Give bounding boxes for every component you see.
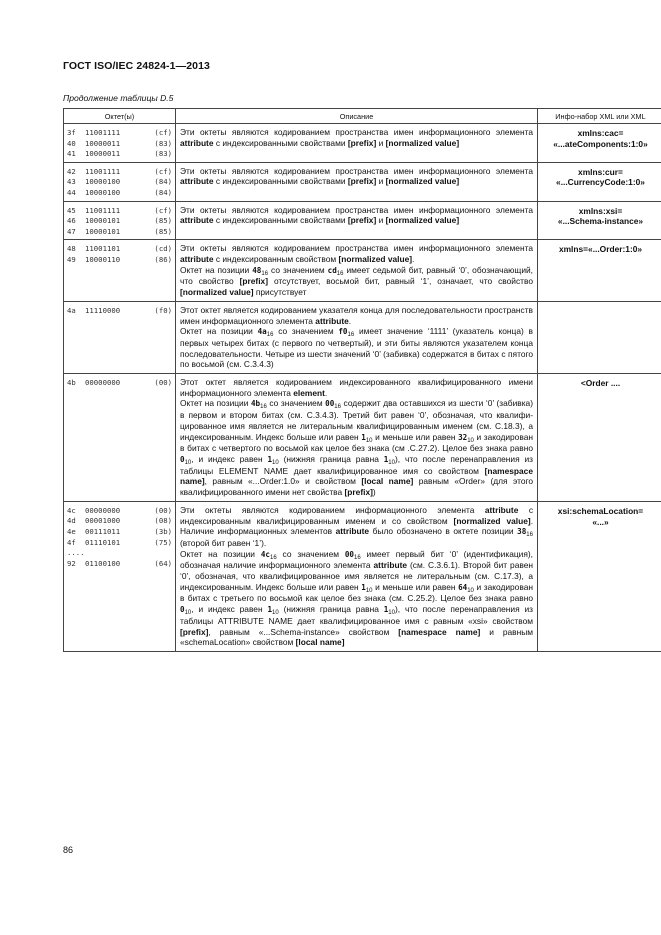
description-cell	[176, 501, 538, 651]
description-text: .	[324, 387, 328, 398]
description-text: , и индекс равен	[191, 604, 268, 615]
octet-line	[67, 227, 172, 238]
description-text: [normalized value]	[385, 215, 460, 226]
xml-line: xsi:schemaLocation=	[557, 505, 644, 516]
description-text: присутствует	[253, 287, 307, 298]
xml-line: «...Schema-instance»	[557, 216, 644, 227]
description-text: 16	[270, 554, 277, 561]
table-body	[64, 124, 661, 652]
octet-hex-value: (3b)	[154, 527, 172, 536]
octet-bits: 01110101	[85, 537, 121, 547]
octet-bits: 11001101	[85, 244, 121, 254]
description-text: 38	[517, 527, 527, 537]
description-text: cd	[327, 265, 337, 275]
description-text: 16	[354, 554, 361, 561]
description-text: [prefix]	[347, 215, 377, 226]
octet-bits: 10000100	[85, 187, 121, 197]
octet-bits: 11001111	[85, 166, 121, 176]
description-text: (второй бит равен ‘1’).	[180, 537, 267, 548]
description-cell	[176, 124, 538, 163]
description-text: attribute	[180, 176, 214, 187]
description-text: 10	[365, 587, 373, 594]
octet-position: 4a	[67, 305, 76, 315]
octet-position: 40	[67, 138, 76, 148]
description-text: Эти октеты являются кодированием информационного элемента	[180, 504, 485, 515]
description-text: 16	[261, 270, 269, 277]
description-text: Этот октет является кодированием указателя конца для последовательности пространств имен информационного элемента	[180, 304, 533, 326]
description-text: со значением	[268, 264, 328, 275]
octet-hex-value: (00)	[154, 378, 172, 388]
description-text: и	[376, 215, 386, 226]
description-text: с индексированными свойствами	[213, 215, 348, 226]
description-text: с индексированным квалифицированным именем и со свойством	[180, 504, 534, 526]
description-text: со значением	[266, 398, 326, 409]
column-header-description: Описание	[176, 109, 538, 124]
octet-position: 46	[67, 216, 76, 226]
xml-line: <Order ....	[580, 378, 621, 389]
octet-bits: 10000110	[85, 254, 121, 264]
description-text: 16	[260, 404, 267, 411]
octet-hex-value: (84)	[154, 177, 172, 187]
octet-position: 48	[67, 244, 76, 254]
octet-line	[67, 139, 172, 150]
octet-bits: 10000100	[85, 177, 121, 187]
description-text: 10	[388, 460, 395, 466]
description-text: , равным «...Schema-instance» свойством	[208, 626, 399, 637]
octets-cell	[64, 501, 176, 651]
octet-hex-value: (cf)	[154, 166, 172, 176]
description-text: 64	[458, 582, 468, 592]
description-text: со значением	[273, 326, 339, 337]
table-row	[64, 374, 661, 502]
description-text: Октет на позиции	[180, 326, 258, 337]
table-row	[64, 501, 661, 651]
description-text: attribute	[180, 215, 214, 226]
description-text: .	[348, 315, 352, 326]
octet-bits: 10000101	[85, 226, 121, 236]
description-cell	[176, 162, 538, 201]
description-text: 10	[184, 460, 192, 466]
description-text: 16	[334, 404, 341, 411]
description-text: и закодирован в битах с четвертого по восьмой как целое без знака (см .С.27.2). Целое без знака равно	[180, 431, 533, 454]
octet-position: 41	[67, 149, 76, 159]
page-header: ГОСТ ISO/IEC 24824-1—2013	[63, 60, 210, 72]
octet-bits: 10000011	[85, 149, 121, 159]
description-text: attribute	[180, 137, 214, 148]
octet-position: 92	[67, 558, 76, 568]
xml-infoset-cell	[538, 162, 661, 201]
description-text: 10	[365, 437, 373, 444]
description-text: 16	[347, 332, 355, 339]
octet-hex-value: (83)	[154, 149, 172, 159]
description-cell	[176, 240, 538, 302]
octet-line	[67, 177, 172, 188]
description-text: [prefix]	[347, 176, 377, 187]
octet-bits: 10000101	[85, 216, 121, 226]
description-text: 4c	[260, 549, 270, 559]
description-text: 4b	[250, 399, 261, 409]
octet-bits: 00000000	[85, 378, 121, 388]
octet-position: 42	[67, 166, 76, 176]
xml-line: «...»	[592, 516, 609, 527]
octet-hex-value: (64)	[154, 558, 172, 568]
xml-infoset-cell	[538, 501, 661, 651]
octet-position: 45	[67, 205, 76, 215]
description-text: Эти октеты являются кодированием пространства имен информационного элемента	[180, 165, 533, 176]
description-text: . Наличие информационных элементов	[180, 515, 534, 537]
description-text: 0	[180, 455, 185, 464]
xml-line: «...ateComponents:1:0»	[553, 138, 648, 149]
xml-line: xmlns=«...Order:1:0»	[558, 244, 643, 255]
xml-line: xmlns:cac=	[577, 128, 624, 138]
description-cell	[176, 201, 538, 240]
octet-line	[67, 167, 172, 178]
octet-line	[67, 216, 172, 227]
description-text: 1	[383, 605, 389, 615]
column-header-octets: Октет(ы)	[64, 109, 176, 124]
description-text: с индексированными свойствами	[213, 176, 348, 187]
octet-hex-value: (08)	[154, 516, 172, 526]
octet-position: 47	[67, 226, 76, 236]
octets-cell	[64, 374, 176, 502]
octet-position: 3f	[67, 128, 76, 137]
octet-bits: 11001111	[85, 128, 121, 137]
description-text: 10	[184, 610, 192, 617]
octet-line	[67, 306, 172, 317]
octets-cell	[64, 201, 176, 240]
octet-line	[67, 206, 172, 217]
description-text: attribute	[180, 254, 214, 265]
description-text: [normalized value]	[453, 515, 531, 526]
description-text: и равным «schemaLocation» свойством	[180, 626, 533, 648]
description-text: 00	[344, 549, 355, 559]
xml-infoset-cell	[538, 201, 661, 240]
octet-position: 49	[67, 254, 76, 264]
description-text: 1	[361, 432, 366, 442]
table-row	[64, 162, 661, 201]
xml-infoset-cell	[538, 124, 661, 163]
description-text: [prefix]	[239, 276, 268, 287]
octet-bits: 00001000	[85, 516, 121, 526]
description-text: ), что после перенаправления из таблицы ATTRIBUTE NAME дает квалифицированное имя с равным «xsi» свойством	[180, 604, 534, 626]
octets-cell	[64, 240, 176, 302]
description-text: 48	[252, 265, 262, 275]
page-number: 86	[63, 845, 74, 855]
description-text: равным «Order» (для этого квалифицированного имени нет свойства	[180, 476, 534, 498]
description-text: , равным «...Order:1.0» и свойством	[204, 476, 362, 487]
description-text: [namespace name]	[180, 465, 533, 487]
octet-line	[67, 128, 172, 139]
octet-hex-value: (85)	[154, 226, 172, 236]
octet-hex-value: (cd)	[154, 244, 172, 254]
description-text: и	[376, 137, 386, 148]
description-text: и закодирован в битах с третьего по восьмой как целое без знака (см. С.25.2). Целое без знака равно	[180, 581, 533, 604]
octets-cell	[64, 124, 176, 163]
description-text: attribute	[315, 315, 349, 326]
description-text: [local name]	[361, 476, 414, 487]
description-text: [prefix]	[180, 626, 209, 637]
xml-infoset-cell	[538, 374, 661, 502]
octet-hex-value: (84)	[154, 187, 172, 197]
table-row	[64, 240, 661, 302]
description-text: [prefix]	[347, 137, 377, 148]
octet-hex-value: (83)	[154, 138, 172, 148]
description-text: [namespace name]	[398, 626, 481, 637]
description-text: f0	[338, 327, 348, 337]
table-row	[64, 301, 661, 373]
octet-bits: 10000011	[85, 138, 121, 148]
column-header-xml: Инфо-набор XML или XML	[538, 109, 661, 124]
octet-line	[67, 516, 172, 527]
octet-position: 4e	[67, 527, 76, 536]
description-text: Октет на позиции	[180, 398, 251, 409]
description-text: 10	[467, 587, 474, 594]
description-text: имеет значение ‘1111’ (указатель конца) в первых четырех битах (с первого по четвертый), и эти биты являются указателем конца последовательности. Четыре из шести значений ‘0’ (забивка) содержатся в битах с пятого по восьмой (см. С.3.4.3)	[180, 326, 534, 370]
octet-line	[67, 255, 172, 266]
octet-bits: 01100100	[85, 558, 121, 568]
description-text: Октет на позиции	[180, 548, 261, 559]
xml-line: «...CurrencyCode:1:0»	[556, 177, 645, 188]
description-text: 0	[180, 605, 185, 615]
octet-hex-value: (00)	[154, 505, 172, 515]
description-text: element	[293, 387, 325, 398]
description-text: с индексированным свойством	[213, 254, 339, 265]
octet-line	[67, 506, 172, 517]
octets-cell	[64, 301, 176, 373]
octet-line	[67, 378, 172, 389]
description-text: [normalized value]	[180, 287, 254, 298]
description-text: 16	[526, 532, 533, 539]
description-text: [local name]	[295, 637, 345, 648]
description-text: , и индекс равен	[191, 454, 268, 464]
octet-line	[67, 244, 172, 255]
description-text: [normalized value]	[338, 254, 413, 265]
octet-position: 4f	[67, 537, 76, 547]
octet-bits: 11001111	[85, 205, 121, 215]
octet-position: 4b	[67, 378, 76, 388]
description-text: Октет на позиции	[180, 264, 253, 275]
octet-line	[67, 559, 172, 570]
octet-bits: 11110000	[85, 305, 121, 315]
description-text: имеет первый бит ‘0’ (идентификация), обозначая наличие информационного элемента	[180, 548, 533, 571]
description-text: и	[376, 176, 386, 187]
octets-cell	[64, 162, 176, 201]
description-text: и меньше или равен	[372, 431, 459, 442]
description-cell	[176, 301, 538, 373]
description-text: 32	[458, 432, 468, 442]
description-text: Эти октеты являются кодированием пространства имен информационного элемента	[180, 127, 533, 137]
description-cell	[176, 374, 538, 502]
description-text: имеет седьмой бит, равный ‘0’, обозначающий, что свойство	[180, 264, 534, 287]
description-text: 4a	[257, 327, 267, 337]
description-text: 1	[267, 455, 273, 464]
description-text: 16	[336, 270, 344, 277]
octet-hex-value: (cf)	[154, 205, 172, 215]
description-text: Эти октеты являются кодированием пространства имен информационного элемента	[180, 243, 533, 254]
octet-hex-value: (85)	[154, 216, 172, 226]
table-row	[64, 124, 661, 163]
description-text: 1	[383, 455, 389, 464]
octet-line	[67, 149, 172, 160]
description-text: было обозначено в октете позиции	[369, 526, 518, 537]
description-text: )	[372, 487, 376, 498]
description-text: attribute	[373, 560, 408, 571]
description-text: 10	[272, 460, 279, 466]
description-text: с индексированными свойствами	[213, 137, 348, 148]
octet-line	[67, 188, 172, 199]
octet-position: 4c	[67, 505, 76, 515]
description-text: attribute	[484, 504, 519, 515]
octet-bits: 00111011	[85, 527, 121, 536]
octet-bits	[85, 548, 148, 559]
description-text: 10	[388, 610, 395, 617]
octet-position: 44	[67, 187, 76, 197]
octet-position: ....	[67, 548, 85, 558]
octet-table	[63, 108, 661, 652]
octet-bits: 00000000	[85, 505, 121, 515]
table-caption: Продолжение таблицы D.5	[63, 93, 174, 103]
octet-position: 4d	[67, 516, 76, 526]
octet-line	[67, 548, 172, 559]
description-text: Эти октеты являются кодированием пространства имен информационного элемента	[180, 204, 533, 215]
xml-infoset-cell	[538, 240, 661, 302]
description-text: 1	[361, 582, 366, 592]
octet-line	[67, 538, 172, 549]
description-text: [normalized value]	[385, 137, 460, 148]
octet-hex-value: (f0)	[154, 305, 172, 315]
octet-position: 43	[67, 177, 76, 187]
description-text: (нижняя граница равна	[278, 454, 384, 464]
xml-line: xmlns:cur=	[578, 166, 623, 177]
description-text: .	[412, 254, 415, 265]
octet-line	[67, 527, 172, 538]
description-text: 16	[266, 332, 274, 339]
description-text: ), что после перенаправления из таблицы ELEMENT NAME дает квалифицированное имя со свойством	[180, 454, 534, 476]
description-text: [prefix]	[344, 487, 373, 498]
xml-infoset-cell	[538, 301, 661, 373]
description-text: и меньше или равен	[372, 581, 459, 592]
description-text: (см. С.3.6.1). Второй бит равен ‘0’, обозначая, что квалифицированное имя является не литеральным (см. С.17.3), а индексированным. Индекс больше или равен	[180, 560, 534, 592]
description-text: attribute	[335, 526, 370, 537]
description-text: (нижняя граница равна	[278, 604, 384, 615]
description-text: 00	[325, 399, 335, 409]
description-text: 10	[272, 610, 279, 617]
octet-hex-value: (cf)	[154, 128, 172, 137]
description-text: отсутствует, восьмой бит, равный ‘1’, означает, что свойство	[268, 276, 533, 287]
octet-hex-value	[148, 548, 172, 559]
table-row	[64, 201, 661, 240]
octet-hex-value: (75)	[154, 537, 172, 547]
xml-line: xmlns:xsi=	[578, 205, 623, 216]
table-header-row	[64, 109, 661, 124]
description-text: [normalized value]	[385, 176, 460, 187]
description-text: содержит два оставшихся из шести ‘0’ (забивка) в первом и втором битах (см. С.3.4.3). Третий бит равен ‘0’, обозначая, что квалифицированное имя является не литеральным квалифицированным именем (см. С.18.3), а индексированным. Индекс больше или равен	[180, 398, 533, 442]
description-text: Этот октет является кодированием индексированного квалифицированного имени информационного элемента	[180, 377, 533, 398]
description-text: 1	[267, 605, 273, 615]
description-text: со значением	[276, 548, 345, 559]
octet-hex-value: (86)	[154, 254, 172, 264]
description-text: 10	[467, 437, 474, 444]
